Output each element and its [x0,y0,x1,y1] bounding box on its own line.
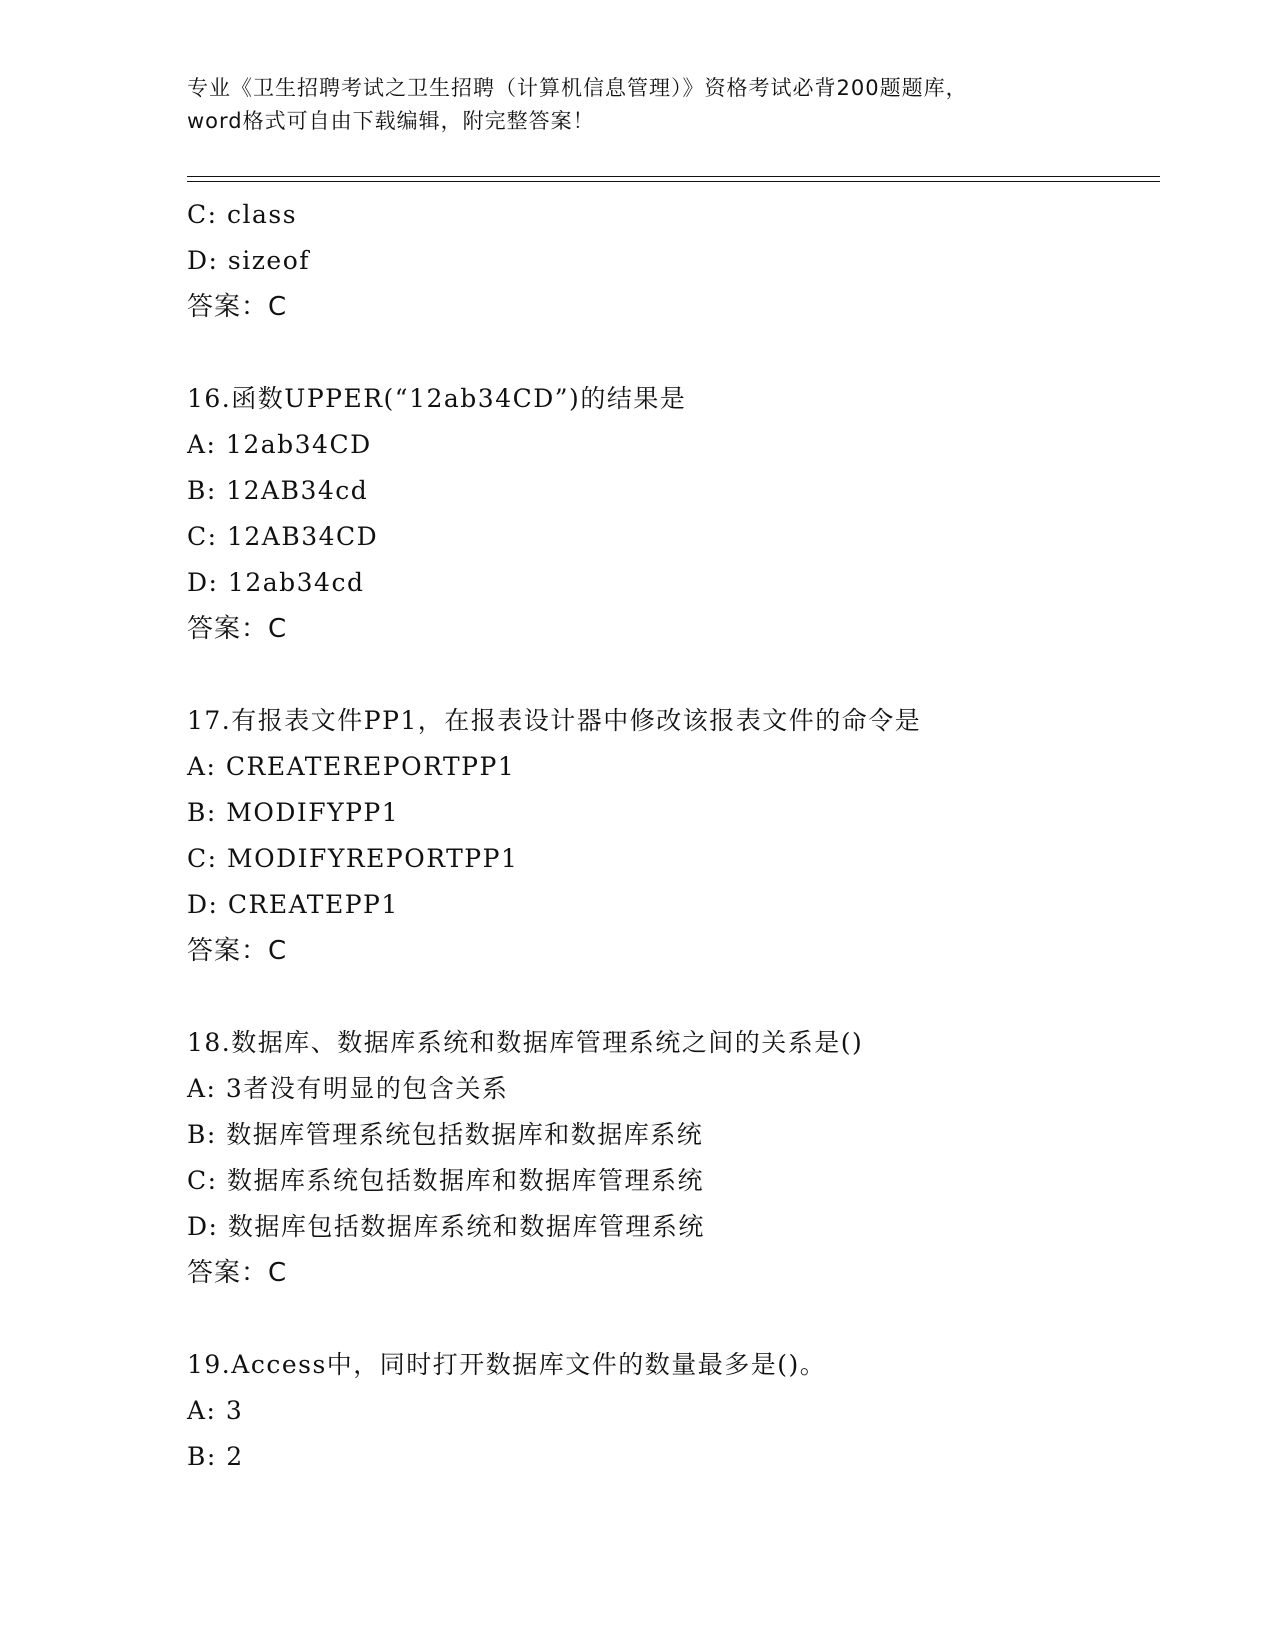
question-stem: 16.函数UPPER(“12ab34CD”)的结果是 [187,384,687,413]
option-c: C: 数据库系统包括数据库和数据库管理系统 [187,1166,704,1195]
spacer [187,330,1147,376]
spacer [187,1296,1147,1342]
header-line-2: word格式可自由下载编辑，附完整答案！ [187,109,595,133]
question-list [187,192,1147,1480]
answer: 答案：C [187,614,288,644]
option-d: D: 数据库包括数据库系统和数据库管理系统 [187,1212,705,1241]
option-a: A: 3 [187,1396,244,1425]
header-divider-bottom [187,181,1160,182]
answer: 答案：C [187,936,288,966]
option-b: B: 12AB34cd [187,476,369,505]
option-a: A: 12ab34CD [187,430,372,459]
document-header [187,72,1087,138]
question-stem: 17.有报表文件PP1，在报表设计器中修改该报表文件的命令是 [187,706,922,735]
answer: 答案：C [187,292,288,322]
option-a: A: CREATEREPORTPP1 [187,752,516,781]
spacer [187,652,1147,698]
option-d: D: 12ab34cd [187,568,365,597]
option-b: B: MODIFYPP1 [187,798,400,827]
option-b: B: 数据库管理系统包括数据库和数据库系统 [187,1120,704,1149]
option-a: A: 3者没有明显的包含关系 [187,1074,509,1103]
question-stem: 19.Access中，同时打开数据库文件的数量最多是()。 [187,1350,827,1379]
question-stem: 18.数据库、数据库系统和数据库管理系统之间的关系是() [187,1028,864,1057]
option-c: C: class [187,200,298,229]
spacer [187,974,1147,1020]
option-c: C: 12AB34CD [187,522,379,551]
header-line-1: 专业《卫生招聘考试之卫生招聘（计算机信息管理）》资格考试必背200题题库， [187,76,968,100]
option-c: C: MODIFYREPORTPP1 [187,844,519,873]
header-divider-top [187,176,1160,177]
answer: 答案：C [187,1258,288,1288]
option-d: D: sizeof [187,246,311,275]
option-d: D: CREATEPP1 [187,890,399,919]
option-b: B: 2 [187,1442,244,1471]
